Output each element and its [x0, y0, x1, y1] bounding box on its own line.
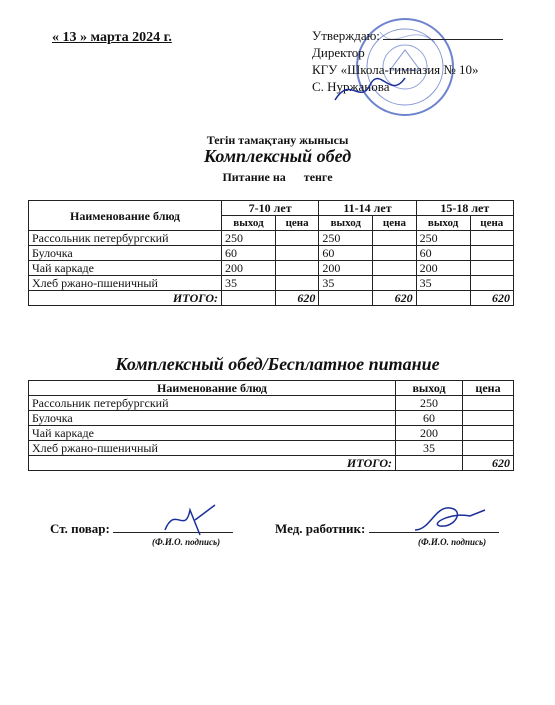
out-value: 60 — [319, 246, 373, 261]
empty-cell — [319, 291, 373, 306]
group-11-14: 11-14 лет — [319, 201, 416, 216]
approve-label: Утверждаю: — [312, 28, 380, 43]
total-label: ИТОГО: — [29, 291, 222, 306]
price-cell — [373, 231, 416, 246]
price-cell — [275, 261, 318, 276]
price-cell — [275, 231, 318, 246]
sub-out: выход — [416, 216, 470, 231]
total-value: 620 — [463, 456, 514, 471]
total-value: 620 — [470, 291, 513, 306]
price-cell — [373, 261, 416, 276]
total-label: ИТОГО: — [29, 456, 396, 471]
col-out: выход — [396, 381, 463, 396]
sub-out: выход — [319, 216, 373, 231]
director-position: Директор — [312, 45, 365, 60]
kazakh-title: Тегін тамақтану жынысы — [206, 133, 349, 147]
cook-label: Ст. повар: — [50, 521, 110, 536]
out-value: 250 — [416, 231, 470, 246]
total-value: 620 — [275, 291, 318, 306]
dish-name: Булочка — [29, 411, 396, 426]
price-line: Питание на тенге — [222, 170, 333, 184]
out-value: 35 — [396, 441, 463, 456]
menu-title: Комплексный обед — [203, 146, 352, 166]
col-dish-name: Наименование блюд — [29, 381, 396, 396]
col-price: цена — [463, 381, 514, 396]
price-cell — [275, 276, 318, 291]
group-7-10: 7-10 лет — [222, 201, 319, 216]
out-value: 200 — [222, 261, 276, 276]
free-meal-title: Комплексный обед/Бесплатное питание — [115, 354, 440, 374]
out-value: 35 — [222, 276, 276, 291]
price-cell — [470, 246, 513, 261]
out-value: 200 — [319, 261, 373, 276]
dish-name: Хлеб ржано-пшеничный — [29, 276, 222, 291]
price-cell — [470, 231, 513, 246]
director-name: С. Нуржанова — [312, 79, 390, 94]
approve-signature-line — [383, 27, 503, 40]
sub-out: выход — [222, 216, 276, 231]
price-cell — [470, 261, 513, 276]
out-value: 200 — [416, 261, 470, 276]
sub-price: цена — [275, 216, 318, 231]
total-row — [29, 456, 514, 471]
dish-name: Чай каркаде — [29, 261, 222, 276]
dish-name: Рассольник петербургский — [29, 231, 222, 246]
sub-price: цена — [373, 216, 416, 231]
table-row — [29, 396, 514, 411]
dish-name: Рассольник петербургский — [29, 396, 396, 411]
out-value: 35 — [416, 276, 470, 291]
dish-name: Булочка — [29, 246, 222, 261]
out-value: 200 — [396, 426, 463, 441]
empty-cell — [416, 291, 470, 306]
table-row — [29, 411, 514, 426]
table-row — [29, 426, 514, 441]
price-cell — [463, 441, 514, 456]
out-value: 250 — [396, 396, 463, 411]
table-row — [29, 441, 514, 456]
menu-table-free — [28, 380, 514, 471]
price-cell — [463, 411, 514, 426]
table-row — [29, 246, 514, 261]
menu-table-age-groups — [28, 200, 514, 306]
cook-signature — [160, 500, 220, 540]
col-dish-name: Наименование блюд — [29, 201, 222, 231]
out-value: 60 — [416, 246, 470, 261]
price-cell — [373, 246, 416, 261]
table-row — [29, 276, 514, 291]
total-value: 620 — [373, 291, 416, 306]
sub-price: цена — [470, 216, 513, 231]
price-cell — [373, 276, 416, 291]
medic-signature — [410, 498, 490, 540]
school-name: КГУ «Школа-гимназия № 10» — [312, 62, 479, 77]
medic-label: Мед. работник: — [275, 521, 366, 536]
director-signature — [330, 70, 410, 110]
out-value: 250 — [319, 231, 373, 246]
dish-name: Чай каркаде — [29, 426, 396, 441]
empty-cell — [396, 456, 463, 471]
price-cell — [275, 246, 318, 261]
dish-name: Хлеб ржано-пшеничный — [29, 441, 396, 456]
price-cell — [470, 276, 513, 291]
document-date: « 13 » марта 2024 г. — [52, 30, 172, 45]
total-row — [29, 291, 514, 306]
table-row — [29, 231, 514, 246]
out-value: 250 — [222, 231, 276, 246]
out-value: 60 — [222, 246, 276, 261]
medic-caption: (Ф.И.О. подпись) — [418, 537, 487, 547]
cook-caption: (Ф.И.О. подпись) — [152, 537, 221, 547]
group-15-18: 15-18 лет — [416, 201, 513, 216]
out-value: 35 — [319, 276, 373, 291]
empty-cell — [222, 291, 276, 306]
price-cell — [463, 426, 514, 441]
out-value: 60 — [396, 411, 463, 426]
table-row — [29, 261, 514, 276]
price-cell — [463, 396, 514, 411]
